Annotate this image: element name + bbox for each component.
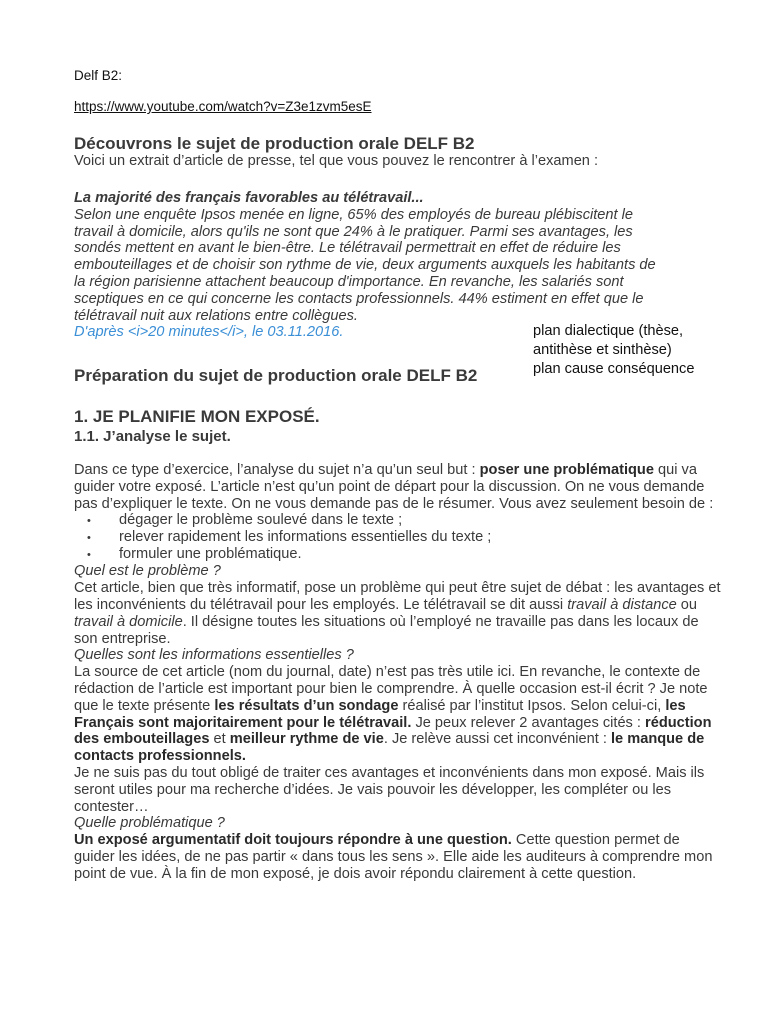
article-line: travail à domicile, alors qu'ils ne sont que 24% à le pratiquer. Parmi ses avantages, les [74, 223, 633, 240]
question-info: Quelles sont les informations essentielles ? [74, 647, 354, 664]
article-line: la région parisienne attachent beaucoup d'importance. En revanche, les salariés sont [74, 273, 624, 290]
list-item: • dégager le problème soulevé dans le texte ; [74, 512, 724, 529]
heading-analyse: 1.1. J’analyse le sujet. [74, 428, 231, 445]
paragraph-2: Cet article, bien que très informatif, pose un problème qui peut être sujet de débat : les avantages et les inconvénients du télétravail pour les employés. Le télétravail se dit aussi travail à distance ou travail à domicile. Il désigne toutes les situations où l’employé ne travaille pas dans les locaux de son entreprise. [74, 580, 721, 647]
section-title-preparation: Préparation du sujet de production orale DELF B2 [74, 366, 478, 385]
list-item: • relever rapidement les informations essentielles du texte ; [74, 529, 724, 546]
side-note-line: plan cause conséquence [533, 361, 695, 377]
side-note-line: antithèse et sinthèse) [533, 342, 672, 358]
question-problem: Quel est le problème ? [74, 563, 221, 580]
article-line: télétravail nuit aux relations entre collègues. [74, 307, 358, 324]
paragraph-1: Dans ce type d’exercice, l’analyse du sujet n’a qu’un seul but : poser une problématique qui va guider votre exposé. L’article n’est qu’un point de départ pour la discussion. On ne vous demande pas d’expliquer le texte. On ne vous demande pas de le résumer. Vous avez seulement besoin de : [74, 462, 714, 512]
article-line: sondés mettent en avant le bien-être. Le télétravail permettrait en effet de réduire les [74, 240, 621, 257]
paragraph-3: La source de cet article (nom du journal, date) n’est pas très utile ici. En revanche, le contexte de rédaction de l’article est important pour bien le comprendre. À quelle occasion est-il écrit ? Je note que le texte présente les résultats d’un sondage réalisé par l’institut Ipsos. Selon celui-ci, les Français sont majoritairement pour le télétravail. Je peux relever 2 avantages cités : réduction des embouteillages et meilleur rythme de vie. Je relève aussi cet inconvénient : le manque de contacts professionnels. [74, 664, 712, 765]
article-line: Selon une enquête Ipsos menée en ligne, 65% des employés de bureau plébiscitent le [74, 206, 634, 223]
doc-label: Delf B2: [74, 68, 123, 83]
paragraph-5: Un exposé argumentatif doit toujours répondre à une question. Cette question permet de guider les idées, de ne pas partir « dans tous les sens ». Elle aide les auditeurs à comprendre mon point de vue. À la fin de mon exposé, je dois avoir répondu clairement à cette question. [74, 832, 713, 882]
side-note-line: plan dialectique (thèse, [533, 323, 684, 339]
article-source: D'après <i>20 minutes</i>, le 03.11.2016. [74, 324, 344, 341]
article-line: embouteillages et de choisir son rythme de vie, deux arguments auxquels les habitants de [74, 257, 656, 274]
article-excerpt [74, 190, 724, 341]
list-item: • formuler une problématique. [74, 546, 724, 563]
section-intro: Voici un extrait d’article de presse, tel que vous pouvez le rencontrer à l’examen : [74, 153, 599, 169]
side-notes [533, 322, 694, 379]
paragraph-4: Je ne suis pas du tout obligé de traiter ces avantages et inconvénients dans mon exposé. Mais ils seront utiles pour ma recherche d’idées. Je vais pouvoir les développer, les compléter ou les contester… [74, 764, 705, 815]
article-line: sceptiques en ce qui concerne les contacts professionnels. 44% estiment en effet que le [74, 290, 644, 307]
body-text [74, 462, 724, 883]
task-list [74, 512, 724, 563]
heading-planifie: 1. JE PLANIFIE MON EXPOSÉ. [74, 407, 320, 426]
article-headline: La majorité des français favorables au télétravail... [74, 190, 424, 206]
youtube-link[interactable]: https://www.youtube.com/watch?v=Z3e1zvm5esE [74, 99, 372, 114]
section-title-discover: Découvrons le sujet de production orale DELF B2 [74, 134, 475, 153]
question-problematique: Quelle problématique ? [74, 815, 225, 832]
